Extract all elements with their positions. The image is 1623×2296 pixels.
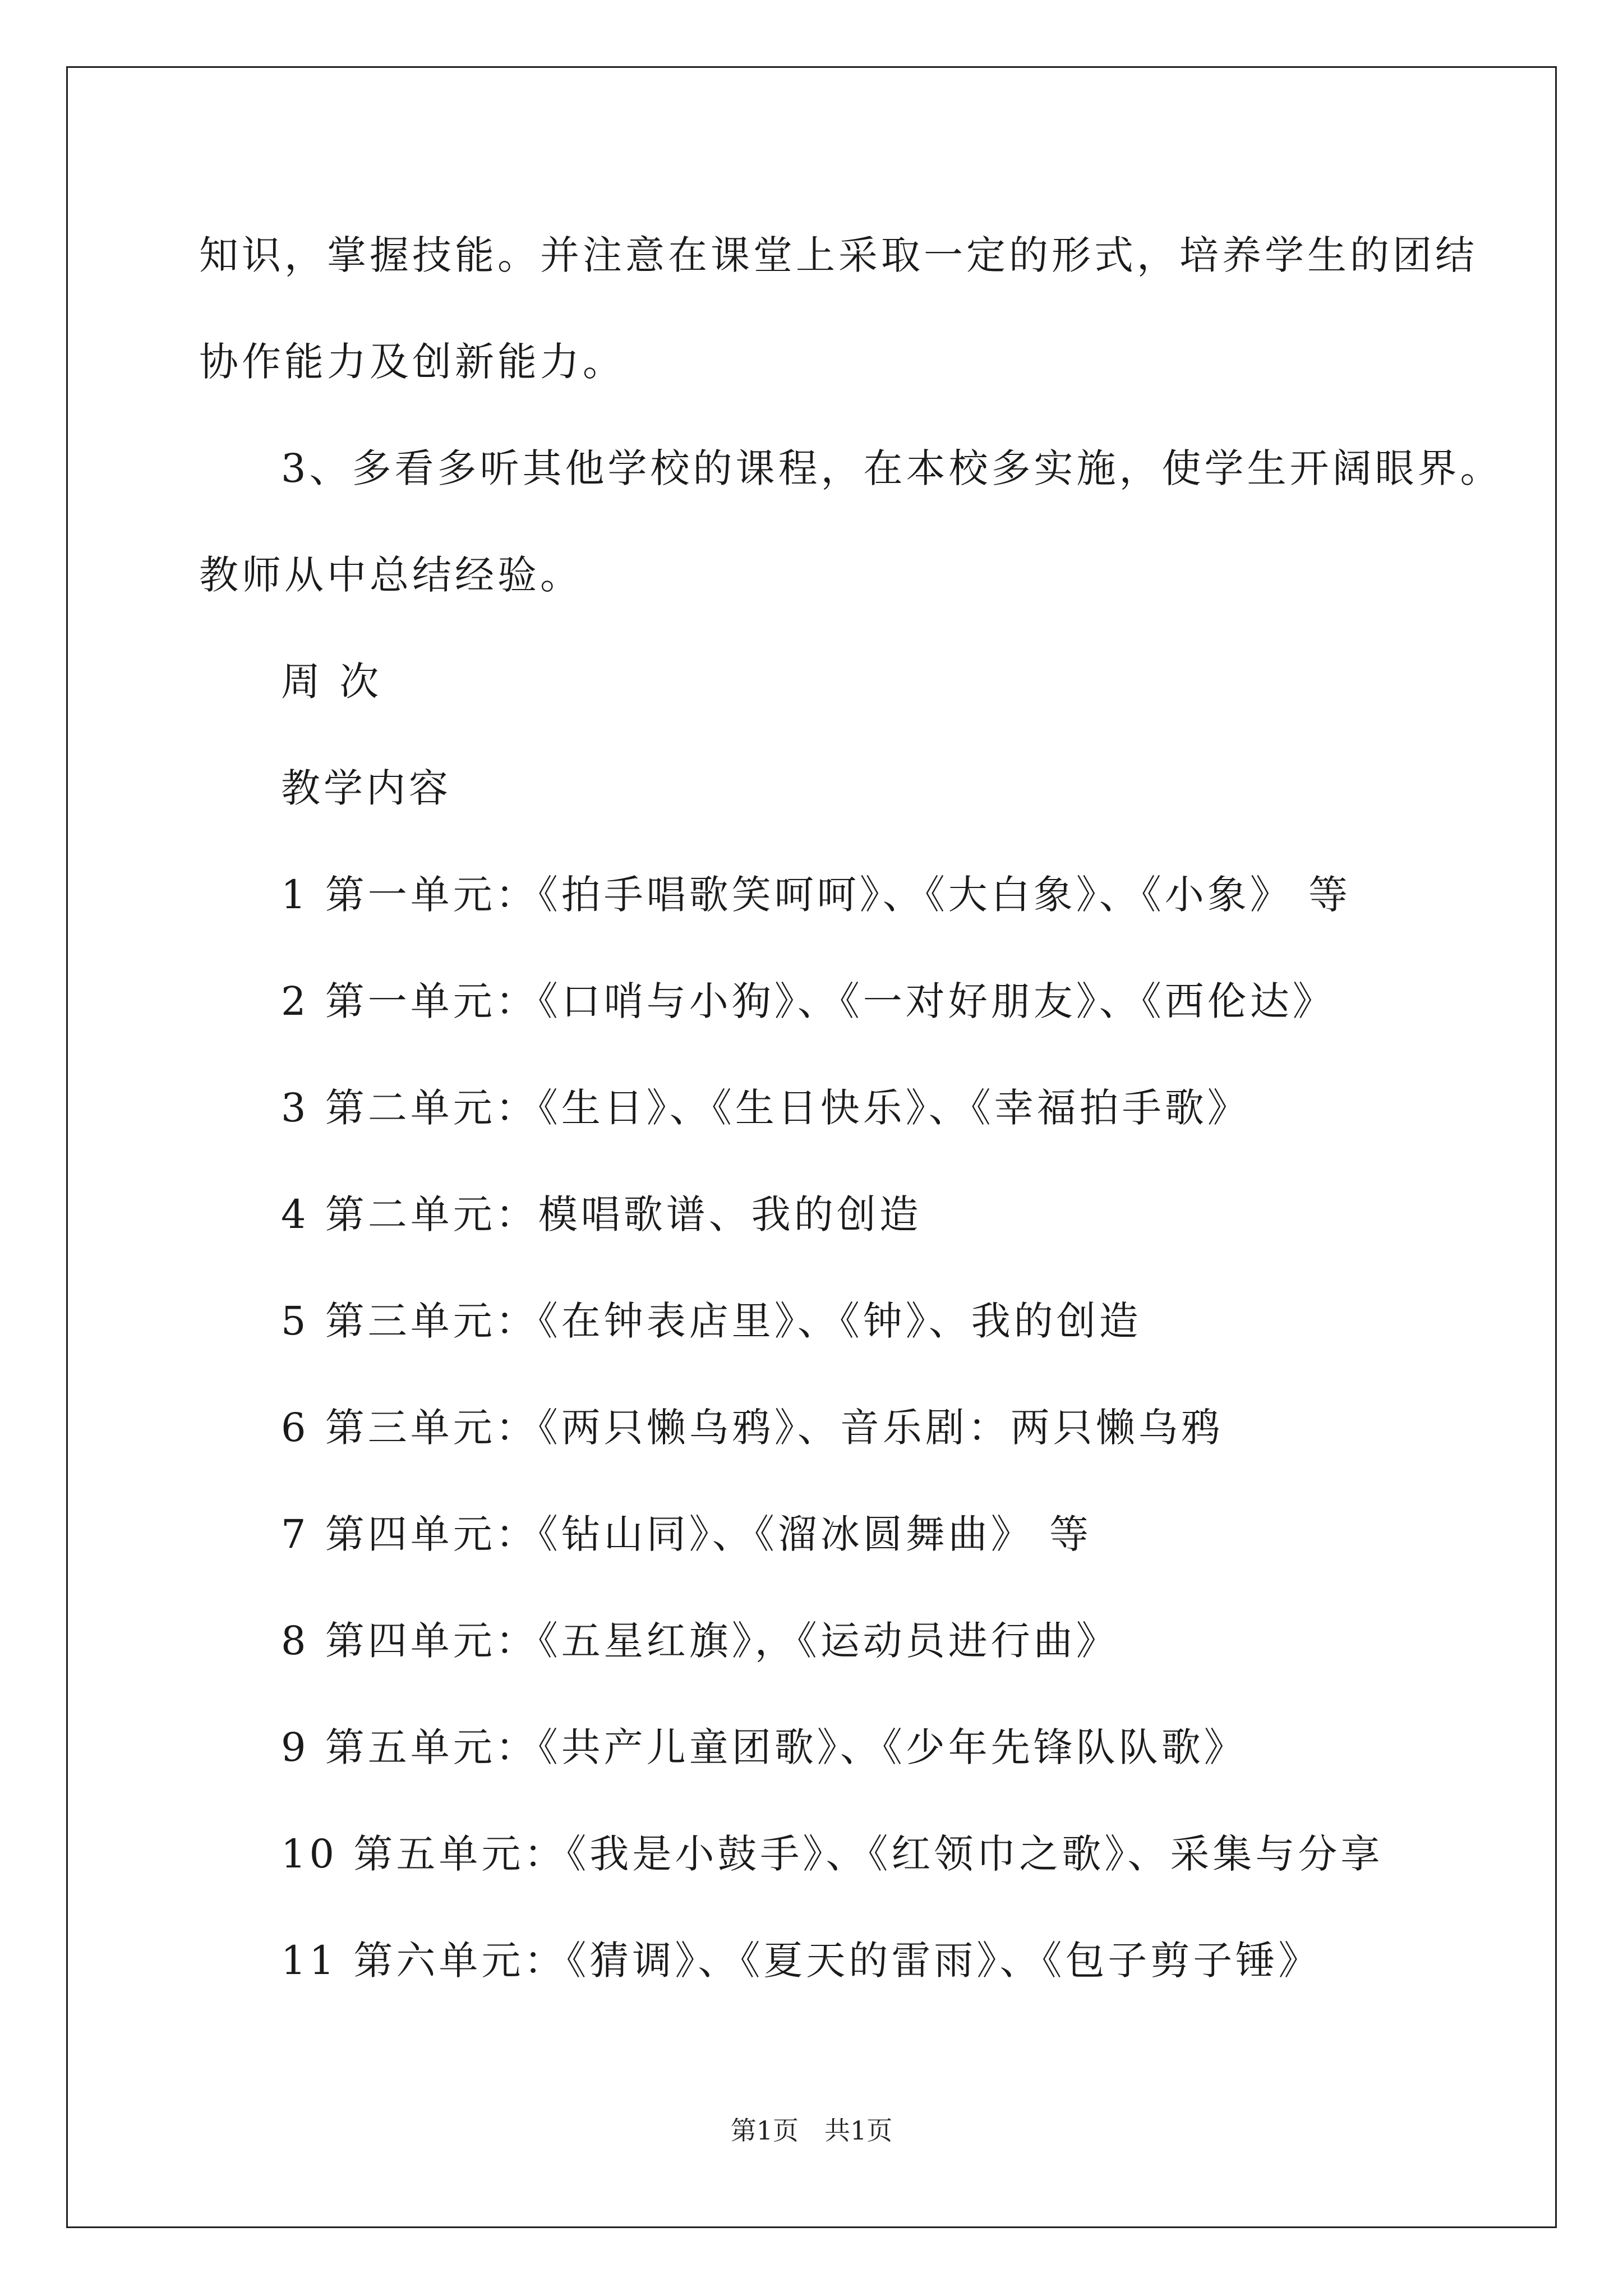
schedule-row: 1 第一单元：《拍手唱歌笑呵呵》、《大白象》、《小象》 等: [281, 872, 1352, 918]
schedule-row: 8 第四单元：《五星红旗》，《运动员进行曲》: [281, 1618, 1119, 1664]
schedule-row: 7 第四单元：《钻山同》、《溜冰圆舞曲》 等: [281, 1511, 1092, 1557]
schedule-row: 4 第二单元：模唱歌谱、我的创造: [281, 1191, 922, 1237]
schedule-row: 5 第三单元：《在钟表店里》、《钟》、我的创造: [281, 1298, 1142, 1344]
paragraph-line: 协作能力及创新能力。: [199, 339, 625, 385]
schedule-header-week: 周 次: [281, 659, 382, 705]
paragraph-line: 知识，掌握技能。并注意在课堂上采取一定的形式，培养学生的团结: [199, 232, 1478, 278]
schedule-row: 6 第三单元：《两只懒乌鸦》、音乐剧：两只懒乌鸦: [281, 1405, 1224, 1451]
schedule-row: 2 第一单元：《口哨与小狗》、《一对好朋友》、《西伦达》: [281, 978, 1335, 1024]
document-body: [199, 202, 1503, 2014]
schedule-header-content: 教学内容: [281, 765, 451, 811]
schedule-row: 11 第六单元：《猜调》、《夏天的雷雨》、《包子剪子锤》: [281, 1938, 1321, 1984]
paragraph-line: 3、多看多听其他学校的课程，在本校多实施，使学生开阔眼界。: [281, 445, 1503, 491]
schedule-row: 3 第二单元：《生日》、《生日快乐》、《幸福拍手歌》: [281, 1085, 1250, 1131]
schedule-row: 10 第五单元：《我是小鼓手》、《红领巾之歌》、采集与分享: [281, 1831, 1384, 1877]
page-footer: 第1页 共1页: [730, 2115, 893, 2146]
paragraph-line: 教师从中总结经验。: [199, 552, 583, 598]
schedule-row: 9 第五单元：《共产儿童团歌》、《少年先锋队队歌》: [281, 1724, 1247, 1770]
